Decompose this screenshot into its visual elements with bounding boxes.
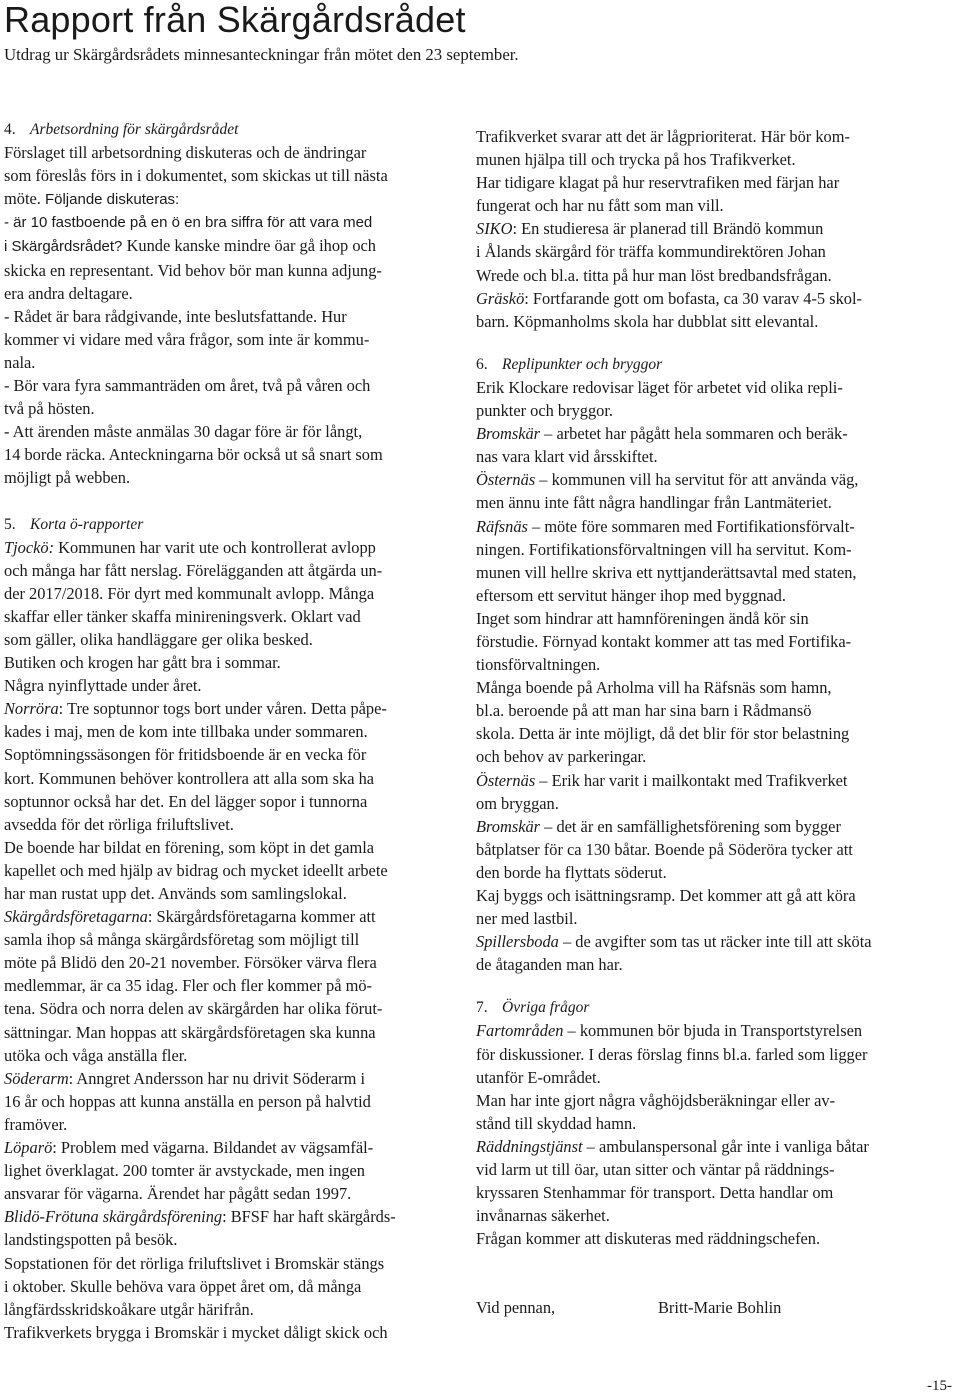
text-line: tionsförvaltningen. [476, 655, 601, 675]
text-fragment: möte. [4, 189, 45, 209]
text-line: invånarnas säkerhet. [476, 1206, 610, 1226]
text-fragment: – kommunen bör bjuda in Transportstyrelsen [563, 1021, 863, 1041]
text-line: - Rådet är bara rådgivande, inte beslutsfattande. Hur [4, 306, 347, 326]
section-number: 5. [4, 515, 16, 533]
text-fragment: – arbetet har pågått hela sommaren och beräk- [540, 424, 848, 444]
right-column [476, 125, 926, 1320]
island-label: Söderarm [4, 1068, 69, 1088]
text-line: munen vill hellre skriva ett nyttjanderättsavtal med staten, [476, 562, 857, 582]
text-fragment: – möte före sommaren med Fortifikationsförvalt- [527, 516, 855, 536]
signature-name: Britt-Marie Bohlin [658, 1298, 782, 1318]
text-line: stånd till skyddad hamn. [476, 1113, 637, 1133]
island-label: Norröra [4, 699, 59, 719]
text-line: kommer vi vidare med våra frågor, som inte är kommu- [4, 329, 370, 349]
organisation-label: Skärgårdsföretagarna [4, 907, 148, 927]
text-fragment: : En studieresa är planerad till Brändö kommun [512, 219, 824, 239]
text-line: för diskussioner. I deras förslag finns bl.a. farled som ligger [476, 1044, 868, 1064]
text-line: möte på Blidö den 20-21 november. Försöker värva flera [4, 953, 377, 973]
text-line: framöver. [4, 1114, 68, 1134]
text-line: - Att ärenden måste anmälas 30 dagar före är för långt, [4, 422, 363, 442]
text-line: lighet överklagat. 200 tomter är avstyckade, men ingen [4, 1161, 365, 1181]
text-line: Frågan kommer att diskuteras med räddningschefen. [476, 1229, 821, 1249]
text-line: två på hösten. [4, 399, 95, 419]
text-line: om bryggan. [476, 793, 559, 813]
section-number: 6. [476, 355, 488, 373]
section-4-heading [4, 118, 459, 141]
text-line: Butiken och krogen har gått bra i sommar. [4, 653, 281, 673]
text-line: Man har inte gjort några våghöjdsberäkningar eller av- [476, 1090, 836, 1110]
text-line [4, 697, 459, 720]
place-label: Östernäs [476, 470, 536, 490]
text-line [476, 930, 926, 953]
section-title: Övriga frågor [502, 999, 590, 1017]
text-line [4, 905, 459, 928]
text-line: eftersom ett servitut hänger ihop med byggnad. [476, 585, 786, 605]
page-number: -15- [927, 1378, 952, 1394]
text-line: utöka och våga anställa fler. [4, 1045, 188, 1065]
text-line: kades i maj, men de kom inte tillbaka under sommaren. [4, 722, 368, 742]
text-line: - är 10 fastboende på en ö en bra siffra för att vara med [4, 214, 373, 232]
text-line: båtplatser för ca 130 båtar. Boende på Söderöra tycker att [476, 839, 853, 859]
text-line [476, 515, 926, 538]
text-fragment: – de avgifter som tas ut räcker inte till att sköta [558, 932, 872, 952]
text-line: förstudie. Förnyad kontakt kommer att tas med Fortifika- [476, 631, 852, 651]
text-line: skicka en representant. Vid behov bör man kunna adjung- [4, 260, 382, 280]
text-fragment: : Skärgårdsföretagarna kommer att [147, 907, 376, 927]
text-line: den borde ha flyttats söderut. [476, 862, 667, 882]
text-line: Kaj byggs och isättningsramp. Det kommer att gå att köra [476, 886, 856, 905]
signature-line [476, 1296, 926, 1319]
text-line: ansvarar för vägarna. Ärendet har pågått sedan 1997. [4, 1184, 352, 1204]
text-fragment: – ambulanspersonal går inte i vanliga båtar [582, 1136, 869, 1156]
text-line: men ännu inte fått några handlingar från Lantmäteriet. [476, 493, 832, 513]
text-line: kort. Kommunen behöver kontrollera att alla som ska ha [4, 768, 375, 788]
text-line: medlemmar, är ca 35 idag. Fler och fler kommer på mö- [4, 976, 372, 996]
text-fragment: Följande diskuteras: [44, 191, 180, 209]
text-line: nala. [4, 352, 36, 372]
page-subtitle: Utdrag ur Skärgårdsrådets minnesanteckningar från mötet den 23 september. [4, 45, 519, 64]
text-line: Inget som hindrar att hamnföreningen ändå kör sin [476, 608, 809, 628]
place-label: Spillersboda [476, 932, 559, 952]
text-line [476, 468, 926, 491]
section-title: Replipunkter och bryggor [502, 355, 663, 373]
text-line [4, 234, 459, 258]
text-line: Många boende på Arholma vill ha Räfsnäs som hamn, [476, 678, 832, 698]
topic-label: Räddningstjänst [476, 1136, 583, 1156]
text-line: kryssaren Stenhammar för transport. Detta handlar om [476, 1183, 834, 1203]
text-line [476, 1019, 926, 1042]
text-line: ningen. Fortifikationsförvaltningen vill ha servitut. Kom- [476, 539, 852, 559]
text-fragment: – det är en samfällighetsförening som bygger [540, 816, 841, 836]
text-line: munen hjälpa till och trycka på hos Trafikverket. [476, 150, 796, 170]
text-fragment: : BFSF har haft skärgårds- [222, 1207, 396, 1227]
spacer [476, 333, 926, 353]
section-title: Korta ö-rapporter [30, 515, 144, 533]
left-column [4, 118, 459, 1344]
text-fragment: Kommunen har varit ute och kontrollerat avlopp [54, 537, 376, 557]
text-line [476, 422, 926, 445]
text-line: skaffar eller tänker skaffa minireningsverk. Oklart vad [4, 606, 361, 626]
place-label: Bromskär [476, 424, 541, 444]
spacer [476, 1250, 926, 1273]
place-label: Östernäs [476, 770, 536, 790]
text-line: långfärdsskridskoåkare utgår härifrån. [4, 1299, 254, 1319]
text-line: De boende har bildat en förening, som köpt in det gamla [4, 837, 375, 857]
text-fragment: – kommunen vill ha servitut för att använda väg, [535, 470, 859, 490]
text-line: tena. Södra och norra delen av skärgården har olika förut- [4, 999, 383, 1019]
section-6-heading [476, 353, 926, 376]
text-line: barn. Köpmanholms skola har dubblat sitt elevantal. [476, 311, 819, 331]
text-line: - Bör vara fyra sammanträden om året, två på våren och [4, 376, 371, 396]
text-line: era andra deltagare. [4, 283, 133, 303]
text-line: 14 borde räcka. Anteckningarna bör också ut så snart som [4, 445, 383, 465]
text-line: skola. Detta är inte möjligt, då det blir för stor belastning [476, 724, 850, 744]
text-line: har man rustat upp det. Används som samlingslokal. [4, 884, 347, 903]
text-line: vid larm ut till öar, utan sitter och väntar på räddnings- [476, 1160, 835, 1180]
text-line [476, 769, 926, 792]
topic-label: Fartområden [476, 1021, 564, 1041]
text-fragment: i Skärgårdsrådet? [4, 238, 127, 256]
text-line: kapellet och med hjälp av bidrag och mycket ideellt arbete [4, 860, 388, 880]
text-line: der 2017/2018. För dyrt med kommunalt avlopp. Många [4, 583, 375, 603]
text-line: Trafikverkets brygga i Bromskär i mycket dåligt skick och [4, 1322, 388, 1342]
place-label: Bromskär [476, 816, 541, 836]
text-line: och många har fått nerslag. Förelägganden att åtgärda un- [4, 560, 383, 580]
organisation-label: Blidö-Frötuna skärgårdsförening [4, 1207, 223, 1227]
island-label: Löparö [4, 1138, 53, 1158]
text-line [4, 536, 459, 559]
text-line [4, 1067, 459, 1090]
text-line: Wrede och bl.a. titta på hur man löst bredbandsfrågan. [476, 265, 832, 285]
text-line: i oktober. Skulle behöva vara öppet året om, då många [4, 1276, 362, 1296]
text-line [476, 217, 926, 240]
text-line: möjligt på webben. [4, 468, 131, 488]
text-line: och behov av parkeringar. [476, 747, 647, 767]
text-line: landstingspotten på besök. [4, 1230, 178, 1250]
text-fragment: : Anngret Andersson har nu drivit Söderarm i [68, 1068, 366, 1088]
island-label: Tjockö: [4, 537, 55, 557]
section-number: 7. [476, 999, 488, 1017]
page-title: Rapport från Skärgårdsrådet [4, 0, 466, 40]
text-line: Trafikverket svarar att det är lågprioriterat. Här bör kom- [476, 127, 850, 146]
text-fragment: – Erik har varit i mailkontakt med Trafikverket [535, 770, 848, 790]
text-line: som gäller, olika handläggare ger olika besked. [4, 629, 313, 649]
text-line: 16 år och hoppas att kunna anställa en person på halvtid [4, 1091, 371, 1111]
text-fragment: : Fortfarande gott om bofasta, ca 30 varav 4-5 skol- [524, 288, 862, 308]
text-line: Erik Klockare redovisar läget för arbetet vid olika repli- [476, 377, 843, 397]
text-line: bl.a. beroende på att man har sina barn i Rådmansö [476, 701, 812, 721]
text-line: Några nyinflyttade under året. [4, 676, 202, 696]
text-fragment: : Tre soptunnor togs bort under våren. Detta påpe- [58, 699, 387, 719]
spacer [476, 1273, 926, 1296]
section-title: Arbetsordning för skärgårdsrådet [30, 121, 239, 138]
text-line [4, 1136, 459, 1159]
text-line: Förslaget till arbetsordning diskuteras och de ändringar [4, 143, 367, 163]
text-line: soptunnor också har det. En del lägger sopor i tunnorna [4, 791, 368, 811]
section-number: 4. [4, 121, 16, 138]
text-line: samla ihop så många skärgårdsföretag som möjligt till [4, 930, 360, 950]
text-line: nas vara klart vid årsskiftet. [476, 447, 658, 467]
text-line: ner med lastbil. [476, 909, 578, 929]
text-line: som föreslås förs in i dokumentet, som skickas ut till nästa [4, 166, 388, 186]
spacer [476, 976, 926, 996]
text-line [476, 287, 926, 310]
text-line [476, 815, 926, 838]
section-7-heading [476, 996, 926, 1019]
text-line: sättningar. Man hoppas att skärgårdsföretagen ska kunna [4, 1022, 376, 1042]
spacer [4, 490, 459, 513]
text-line: Har tidigare klagat på hur reservtrafiken med färjan har [476, 173, 840, 193]
text-line: fungerat och har nu fått som man vill. [476, 196, 724, 216]
text-fragment: : Problem med vägarna. Bildandet av vägsamfäl- [52, 1138, 374, 1158]
island-label: Gräskö [476, 288, 525, 308]
text-line: avsedda för det rörliga friluftslivet. [4, 814, 234, 834]
text-line: punkter och bryggor. [476, 401, 614, 421]
text-fragment: Kunde kanske mindre öar gå ihop och [126, 236, 377, 256]
text-line: Sopstationen för det rörliga friluftslivet i Bromskär stängs [4, 1253, 385, 1273]
text-line: Soptömningssäsongen för fritidsboende är en vecka för [4, 745, 367, 765]
text-line [476, 1135, 926, 1158]
text-line: utanför E-området. [476, 1067, 601, 1087]
signature-prefix: Vid pennan, [476, 1298, 556, 1318]
text-line: i Ålands skärgård för träffa kommundirektören Johan [476, 242, 826, 262]
text-line: de åtaganden man har. [476, 955, 623, 975]
place-label: Räfsnäs [476, 516, 528, 536]
organisation-label: SIKO [476, 219, 513, 239]
section-5-heading [4, 513, 459, 536]
text-line [4, 187, 459, 211]
text-line [4, 1205, 459, 1228]
